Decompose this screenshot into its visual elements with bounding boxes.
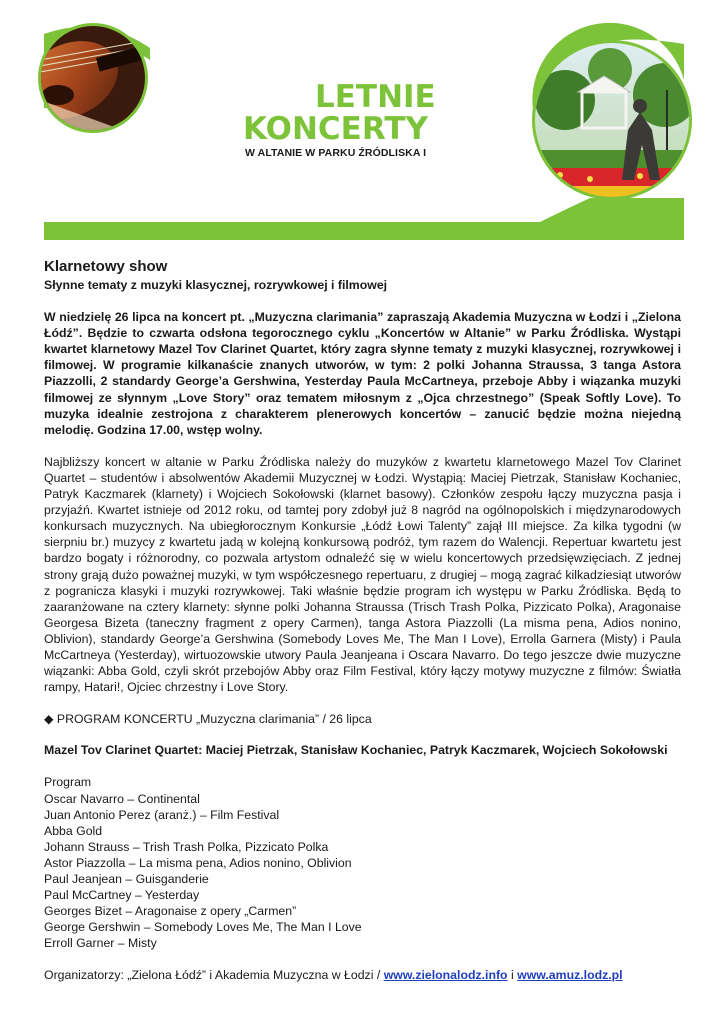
article-title: Klarnetowy show [44, 258, 168, 275]
logo-line-3: W ALTANIE W PARKU ŹRÓDLISKA I [245, 147, 427, 159]
footer-prefix: Organizatorzy: „Zielona Łódź” i Akademia Muzyczna w Łodzi / [44, 968, 384, 983]
header-banner [0, 0, 724, 245]
band-lineup: Mazel Tov Clarinet Quartet: Maciej Pietrzak, Stanisław Kochaniec, Patryk Kaczmarek, Wojciech Sokołowski [44, 743, 668, 758]
program-label: Program [44, 775, 92, 790]
body-paragraph: Najbliższy koncert w altanie w Parku Źródliska należy do muzyków z kwartetu klarnetowego Mazel Tov Clarinet Quartet – studentów i absolwentów Akademii Muzycznej w Łodzi. Wystąpią: Maciej Pietrzak, Stanisław Kochaniec, Patryk Kaczmarek (klarnety) i Wojciech Sokołowski (klarnet basowy). Członków zespołu łączy muzyczna pasja i przyjaźń. Kwartet istnieje od 2012 roku, od tamtej pory zdobył już 8 nagród na ogólnopolskich i międzynarodowych konkursach muzycznych. Na ubiegłorocznym Konkursie „Łódź Łowi Talenty” zajął III miejsce. Za kilka tygodni (w sierpniu br.) muzycy z kwartetu jadą w kolejną konkursową podróż, tym razem do Walencji. Repertuar kwartetu jest bardzo bogaty i różnorodny, co pozwala artystom odnaleźć się w wielu koncertowych przedsięwzięciach. Z jednej strony grają dużo poważnej muzyki, w tym współczesnego repertuaru, z drugiej – mogą zagrać kilkadziesiąt utworów z pogranicza klasyki i muzyki rozrywkowej. Taki właśnie będzie program ich występu w Parku Źródliska. Będą to zaaranżowane na cztery klarnety: słynne polki Johanna Straussa (Trisch Trash Polka, Pizzicato Polka), Aragonaise Georgesa Bizeta (taneczny fragment z opery Carmen), tanga Astora Piazzolli (La misma pena, Adios nonino, Oblivion), standardy George’a Gershwina (Somebody Loves Me, The Man I Love), Errolla Garnera (Misty) i Paula McCartneya (Yesterday), wirtuozowskie utwory Paula Jeanjeana i Oscara Navarro. Do tego jeszcze dwie muzyczne wiązanki: Abba Gold, czyli skrót przebojów Abby oraz Film Festival, który łączy motywy muzyczne z filmów: Światła rampy, Hatari!, Ojciec chrzestny i Love Story. [44, 454, 681, 695]
logo-line-1: LETNIE [315, 79, 436, 115]
program-item: Erroll Garner – Misty [44, 936, 157, 951]
amuz-link[interactable]: www.amuz.lodz.pl [517, 968, 623, 983]
logo-line-2: KONCERTY [243, 111, 428, 147]
program-item: Paul McCartney – Yesterday [44, 888, 200, 903]
program-item: George Gershwin – Somebody Loves Me, The Man I Love [44, 920, 362, 935]
article-subtitle: Słynne tematy z muzyki klasycznej, rozrywkowej i filmowej [44, 278, 388, 292]
program-heading-text: PROGRAM KONCERTU „Muzyczna clarimania” / 26 lipca [56, 712, 372, 727]
program-item: Oscar Navarro – Continental [44, 791, 200, 806]
zielonalodz-link[interactable]: www.zielonalodz.info [383, 968, 508, 983]
article [44, 255, 681, 984]
program-item: Georges Bizet – Aragonaise z opery „Carmen” [44, 904, 297, 919]
event-logo [243, 79, 436, 160]
program-item: Abba Gold [44, 823, 103, 838]
lead-paragraph: W niedzielę 26 lipca na koncert pt. „Muzyczna clarimania” zapraszają Akademia Muzyczna w Łodzi i „Zielona Łódź”. Będzie to czwarta odsłona tegorocznego cyklu „Koncertów w Altanie” w Parku Źródliska. Wystąpi kwartet klarnetowy Mazel Tov Clarinet Quartet, który zagra słynne tematy z muzyki klasycznej, rozrywkowej i filmowej. W programie kilkanaście znanych utworów, w tym: 2 polki Johanna Straussa, 3 tanga Astora Piazzolli, 2 standardy George’a Gershwina, Yesterday Paula McCartneya, przeboje Abby i wiązanka muzyki filmowej ze słynnym „Love Story” oraz tematem miłosnym z „Ojca chrzestnego” (Speak Softly Love). To muzyka idealnie zestrojona z charakterem plenerowych koncertów – zanucić będzie można niejedną melodię. Godzina 17.00, wstęp wolny. [44, 310, 681, 437]
program-item: Johann Strauss – Trish Trash Polka, Pizzicato Polka [44, 839, 329, 854]
program-item: Paul Jeanjean – Guisganderie [44, 872, 209, 886]
organizers-footer [44, 967, 681, 983]
program-item: Juan Antonio Perez (aranż.) – Film Festival [44, 807, 280, 822]
diamond-bullet-icon: ◆ [44, 712, 54, 727]
program-list [44, 774, 681, 951]
program-item: Astor Piazzolla – La misma pena, Adios nonino, Oblivion [44, 855, 352, 870]
program-heading [44, 711, 681, 727]
footer-mid: i [507, 968, 518, 983]
